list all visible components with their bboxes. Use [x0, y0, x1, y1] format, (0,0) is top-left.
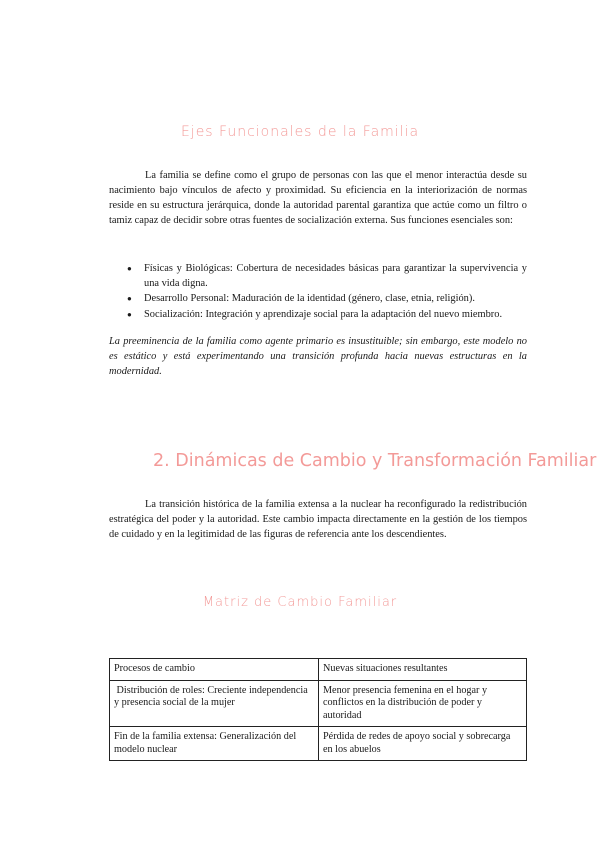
table-row [110, 727, 527, 761]
section-title-ejes-funcionales: Ejes Funcionales de la Familia [180, 124, 420, 140]
table-header-cell: Procesos de cambio [110, 659, 319, 681]
transition-paragraph: La transición histórica de la familia extensa a la nuclear ha reconfigurado la redistribución estratégica del poder y la autoridad. Este cambio impacta directamente en la gestión de los tiempos de cuidado y en la legitimidad de las figuras de referencia ante los descendientes. [109, 499, 527, 540]
table-header-row [110, 659, 527, 681]
intro-paragraph: La familia se define como el grupo de personas con las que el menor interactúa desde su nacimiento bajo vínculos de afecto y proximidad. Su eficiencia en la interiorización de normas reside en su estructura jerárquica, donde la autoridad parental garantiza que actúe como un filtro o tamiz capaz de decidir sobre otras fuentes de socialización externa. Sus funciones esenciales son: [109, 170, 527, 226]
table-row [110, 680, 527, 727]
change-matrix-table [109, 658, 527, 761]
table-cell: Menor presencia femenina en el hogar y conflictos en la distribución de poder y autoridad [319, 680, 527, 727]
list-item: ● Físicas y Biológicas: Cobertura de necesidades básicas para garantizar la supervivencia y una vida digna. [127, 262, 527, 291]
table-cell: Pérdida de redes de apoyo social y sobrecarga en los abuelos [319, 727, 527, 761]
table-cell: Distribución de roles: Creciente independencia y presencia social de la mujer [110, 680, 319, 727]
table-cell: Fin de la familia extensa: Generalización del modelo nuclear [110, 727, 319, 761]
italic-note: La preeminencia de la familia como agente primario es insustituible; sin embargo, este modelo no es estático y está experimentando una transición profunda hacia nuevas estructuras en la modernidad. [109, 336, 527, 377]
functions-list [127, 262, 527, 322]
section-title-dinamicas: 2. Dinámicas de Cambio y Transformación Familiar [153, 451, 597, 471]
list-item: ● Socialización: Integración y aprendizaje social para la adaptación del nuevo miembro. [127, 308, 527, 323]
table-header-cell: Nuevas situaciones resultantes [319, 659, 527, 681]
section-title-matriz: Matriz de Cambio Familiar [202, 595, 398, 610]
list-item: ● Desarrollo Personal: Maduración de la identidad (género, clase, etnia, religión). [127, 292, 527, 307]
